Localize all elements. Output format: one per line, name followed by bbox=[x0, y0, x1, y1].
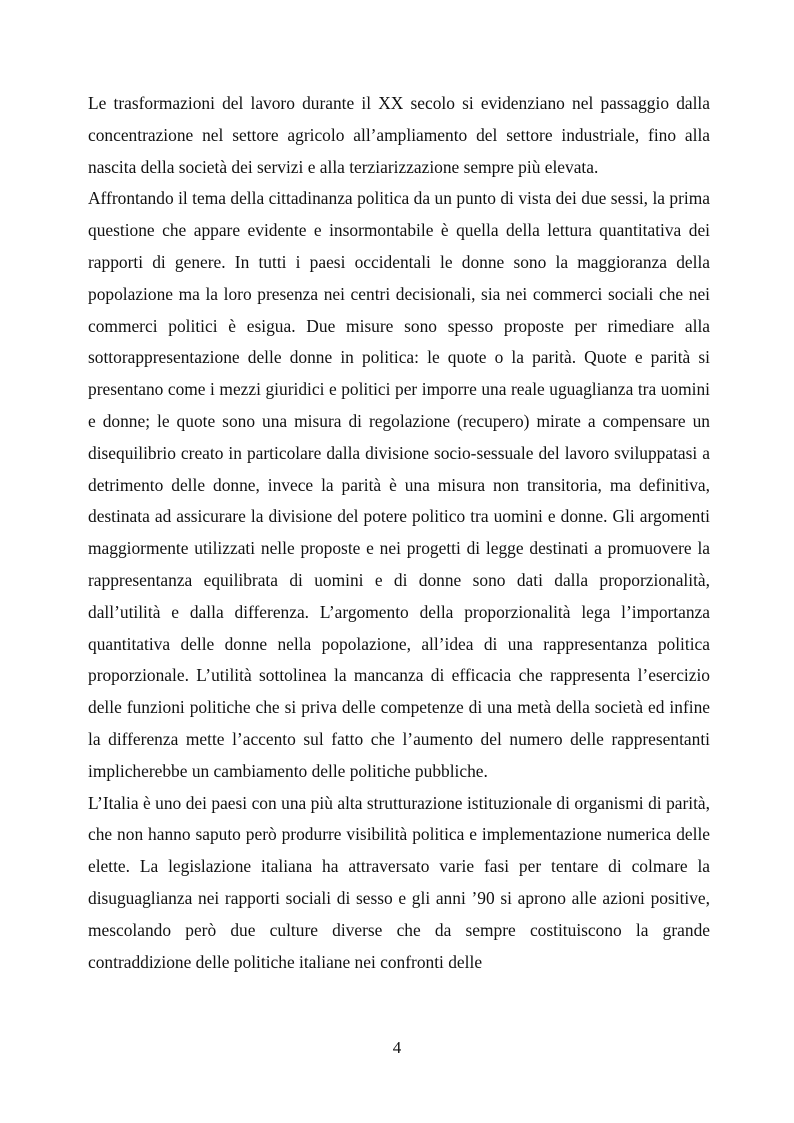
page-number: 4 bbox=[392, 1038, 402, 1057]
document-page-body bbox=[88, 88, 710, 978]
paragraph-italy-parity: L’Italia è uno dei paesi con una più alta strutturazione istituzionale di organismi di parità, che non hanno saputo però produrre visibilità politica e implementazione numerica delle elette. La legislazione italiana ha attraversato varie fasi per tentare di colmare la disuguaglianza nei rapporti sociali di sesso e gli anni ’90 si aprono alle azioni positive, mescolando però due culture diverse che da sempre costituiscono la grande contraddizione delle politiche italiane nei confronti delle bbox=[88, 792, 710, 972]
paragraph-political-citizenship: Affrontando il tema della cittadinanza politica da un punto di vista dei due sessi, la prima questione che appare evidente e insormontabile è quella della lettura quantitativa dei rapporti di genere. In tutti i paesi occidentali le donne sono la maggioranza della popolazione ma la loro presenza nei centri decisionali, sia nei commerci sociali che nei commerci politici è esigua. Due misure sono spesso proposte per rimediare alla sottorappresentazione delle donne in politica: le quote o la parità. Quote e parità si presentano come i mezzi giuridici e politici per imporre una reale uguaglianza tra uomini e donne; le quote sono una misura di regolazione (recupero) mirate a compensare un disequilibrio creato in particolare dalla divisione socio-sessuale del lavoro sviluppatasi a detrimento delle donne, invece la parità è una misura non transitoria, ma definitiva, destinata ad assicurare la divisione del potere politico tra uomini e donne. Gli argomenti maggiormente utilizzati nelle proposte e nei progetti di legge destinati a promuovere la rappresentanza equilibrata di uomini e di donne sono dati dalla proporzionalità, dall’utilità e dalla differenza. L’argomento della proporzionalità lega l’importanza quantitativa delle donne nella popolazione, all’idea di una rappresentanza politica proporzionale. L’utilità sottolinea la mancanza di efficacia che rappresenta l’esercizio delle funzioni politiche che si priva delle competenze di una metà della società ed infine la differenza mette l’accento sul fatto che l’aumento del numero delle rappresentanti implicherebbe un cambiamento delle politiche pubbliche. bbox=[88, 188, 710, 781]
paragraph-work-transformations: Le trasformazioni del lavoro durante il XX secolo si evidenziano nel passaggio dalla concentrazione nel settore agricolo all’ampliamento del settore industriale, fino alla nascita della società dei servizi e alla terziarizzazione sempre più elevata. bbox=[88, 93, 710, 177]
